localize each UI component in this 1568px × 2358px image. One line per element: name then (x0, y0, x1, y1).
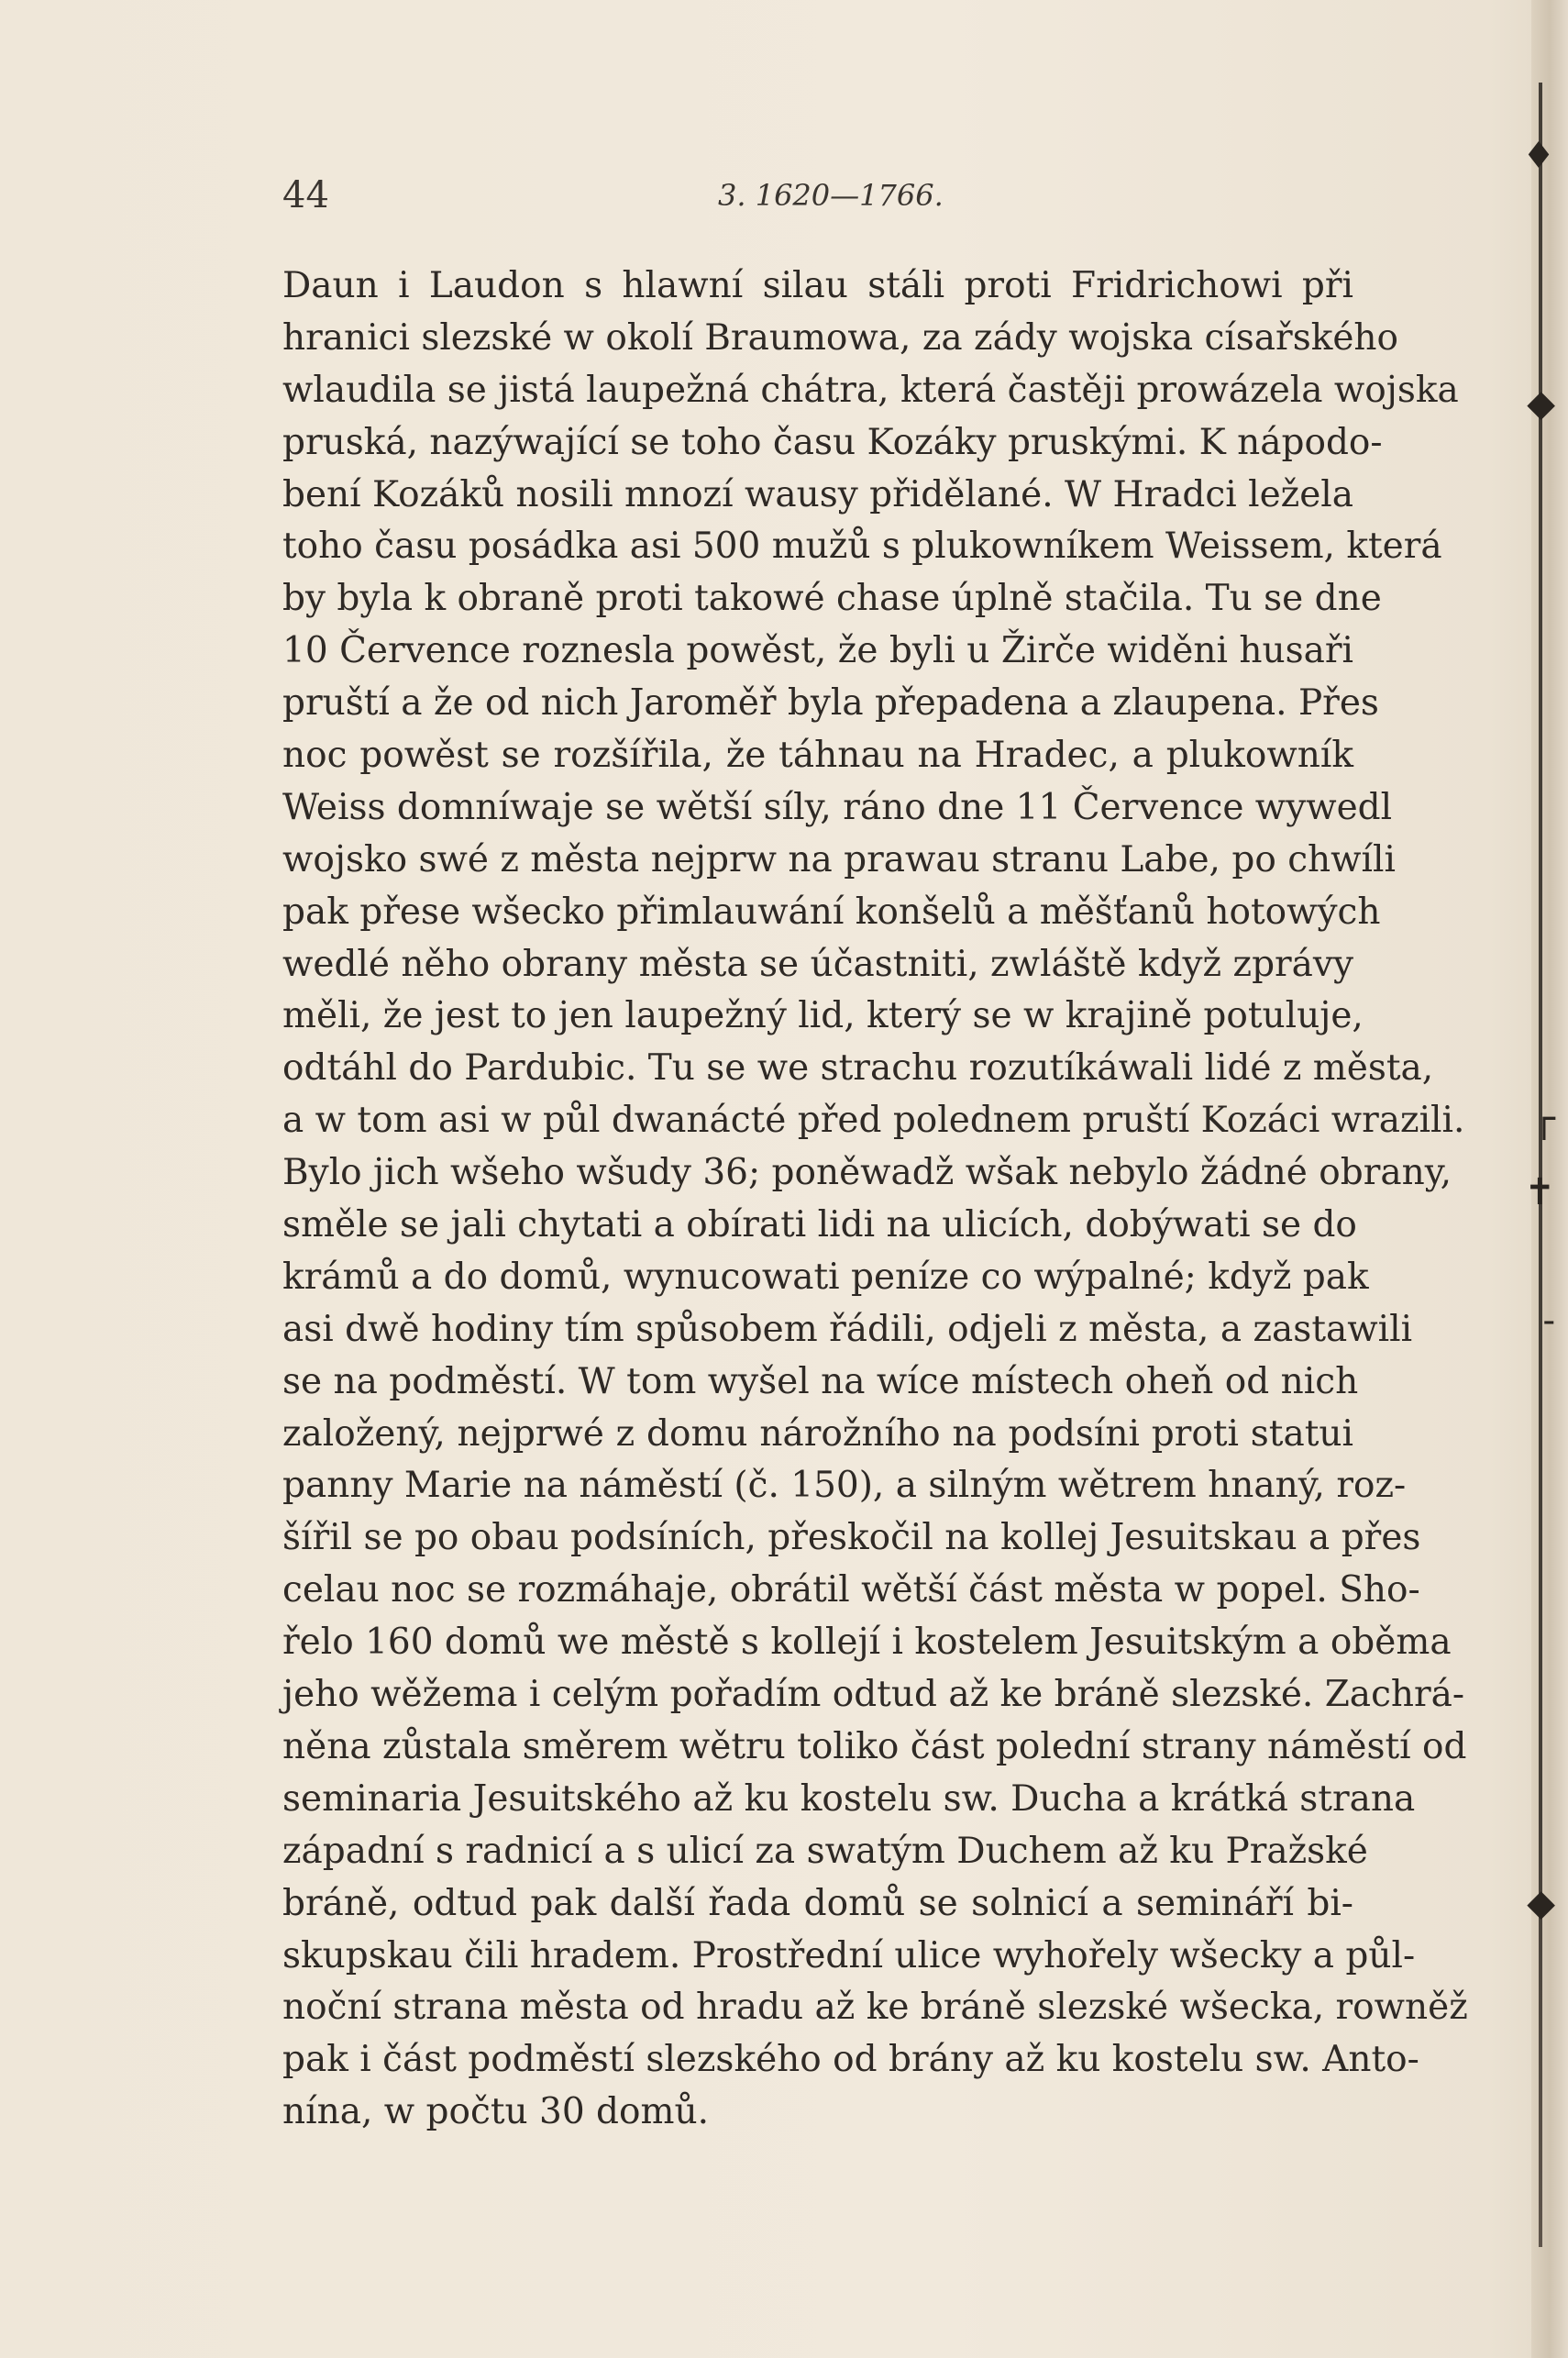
text-line: wojsko swé z města nejprw na prawau stranu Labe, po chwíli (282, 838, 1396, 880)
text-line: by byla k obraně proti takowé chase úplně stačila. Tu se dne (282, 578, 1382, 620)
text-line: západní s radnicí a s ulicí za swatým Duchem až ku Pražské (282, 1830, 1368, 1872)
text-line: noc powěst se rozšířila, že táhnau na Hradec, a plukowník (282, 735, 1353, 777)
binding-mark-icon: ✝ (1524, 1171, 1555, 1213)
text-line: hranici slezské w okolí Braumowa, za zády wojska císařského (282, 316, 1399, 359)
text-line: pruští a že od nich Jaroměř byla přepadena a zlaupena. Přes (282, 682, 1379, 725)
text-line: krámů a do domů, wynucowati peníze co wýpalné; když pak (282, 1256, 1369, 1298)
running-head: 3. 1620—1766. (718, 178, 944, 213)
text-line: celau noc se rozmáhaje, obrátil wětší část města w popel. Sho- (282, 1569, 1420, 1611)
binding-mark-icon: ◆ (1527, 1882, 1555, 1924)
text-line: nína, w počtu 30 domů. (282, 2091, 709, 2133)
binding-mark-icon: - (1542, 1300, 1555, 1342)
text-line: směle se jali chytati a obírati lidi na ulicích, dobýwati se do (282, 1204, 1357, 1246)
text-line: pak přese wšecko přimlauwání konšelů a měšťanů hotowých (282, 891, 1381, 933)
text-line: Daun i Laudon s hlawní silau stáli proti Fridrichowi při (282, 265, 1353, 306)
text-line: odtáhl do Pardubic. Tu se we strachu rozutíkáwali lidé z města, (282, 1047, 1434, 1090)
text-line: skupskau čili hradem. Prostřední ulice wyhořely wšecky a půl- (282, 1934, 1416, 1976)
text-line: panny Marie na náměstí (č. 150), a silným wětrem hnaný, roz- (282, 1465, 1407, 1507)
text-line: šířil se po obau podsíních, přeskočil na kollej Jesuitskau a přes (282, 1517, 1421, 1559)
body-text (282, 260, 1468, 2139)
text-line: 10 Července roznesla powěst, že byli u Žirče widěni husaři (282, 630, 1353, 672)
text-line: bráně, odtud pak další řada domů se solnicí a semináří bi- (282, 1882, 1353, 1924)
text-line: se na podměstí. W tom wyšel na wíce místech oheň od nich (282, 1360, 1359, 1402)
page-header (282, 174, 1346, 229)
text-line: bení Kozáků nosili mnozí wausy přidělané. W Hradci ležela (282, 473, 1353, 515)
text-line: založený, nejprwé z domu nárožního na podsíni proti statui (282, 1412, 1353, 1455)
text-line: seminaria Jesuitského až ku kostelu sw. Ducha a krátká strana (282, 1777, 1416, 1820)
text-line: wedlé něho obrany města se účastniti, zwláště když zprávy (282, 943, 1353, 985)
text-line: pruská, nazýwající se toho času Kozáky pruskými. K nápodo- (282, 421, 1383, 463)
binding-mark-icon: ◆ (1527, 382, 1555, 425)
page-number: 44 (282, 174, 329, 216)
text-line: měli, že jest to jen laupežný lid, který se w krajině potuluje, (282, 995, 1364, 1037)
text-line: toho času posádka asi 500 mužů s plukowníkem Weissem, která (282, 526, 1442, 568)
text-line: něna zůstala směrem wětru toliko část polední strany náměstí od (282, 1725, 1467, 1767)
text-line: Weiss domníwaje se wětší síly, ráno dne 11 Července wywedl (282, 786, 1393, 828)
text-line: pak i část podměstí slezského od brány až ku kostelu sw. Anto- (282, 2039, 1419, 2081)
text-line: asi dwě hodiny tím spůsobem řádili, odjeli z města, a zastawili (282, 1308, 1413, 1350)
text-line: Bylo jich wšeho wšudy 36; poněwadž wšak nebylo žádné obrany, (282, 1152, 1452, 1194)
text-line: wlaudila se jistá laupežná chátra, která častěji prowázela wojska (282, 369, 1459, 411)
text-line: noční strana města od hradu až ke bráně slezské wšecka, rowněž (282, 1987, 1468, 2029)
binding-mark-icon: ┌ (1532, 1098, 1555, 1140)
binding-mark-icon: ♦ (1522, 135, 1555, 177)
text-line: řelo 160 domů we městě s kollejí i kostelem Jesuitským a oběma (282, 1622, 1452, 1664)
text-line: a w tom asi w půl dwanácté před polednem pruští Kozáci wrazili. (282, 1100, 1465, 1142)
text-line: jeho wěžema i celým pořadím odtud až ke bráně slezské. Zachrá- (282, 1674, 1465, 1716)
